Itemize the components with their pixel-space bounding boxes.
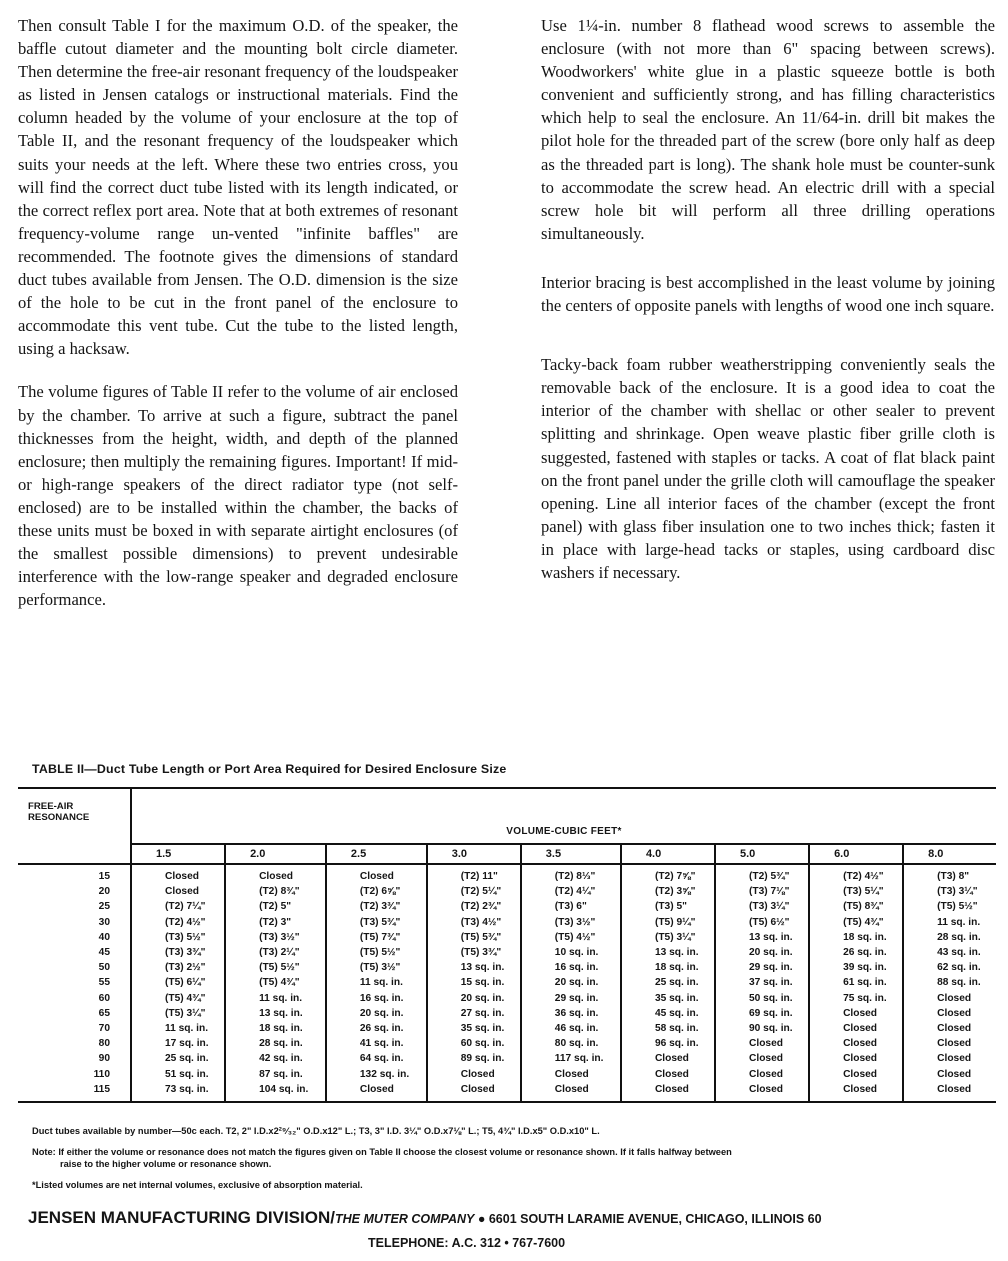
table-cell: Closed	[621, 1082, 715, 1102]
table-cell: (T3) 3¼"	[715, 899, 809, 914]
resonance-header	[18, 788, 131, 864]
table-cell: (T3) 7⅛"	[715, 884, 809, 899]
footer-company-line	[28, 1208, 822, 1228]
table-cell: 80 sq. in.	[521, 1036, 621, 1051]
volume-header: VOLUME-CUBIC FEET*	[131, 788, 996, 844]
table-row	[18, 945, 996, 960]
table-cell: (T3) 2½"	[131, 960, 225, 975]
volume-column-header: 4.0	[621, 844, 715, 864]
table-cell: (T5) 7¾"	[326, 930, 427, 945]
volume-column-header: 1.5	[131, 844, 225, 864]
table-cell: 20 sq. in.	[326, 1006, 427, 1021]
table-cell: (T3) 5"	[621, 899, 715, 914]
table-cell: Closed	[427, 1066, 521, 1081]
table-cell: (T2) 3"	[225, 915, 326, 930]
table-cell: (T5) 9¼"	[621, 915, 715, 930]
table-cell: Closed	[903, 1006, 996, 1021]
table-cell: (T5) 3¼"	[131, 1006, 225, 1021]
table-cell: 13 sq. in.	[427, 960, 521, 975]
table-cell: Closed	[903, 1051, 996, 1066]
table-cell: (T5) 5¾"	[427, 930, 521, 945]
table-cell: (T3) 3½"	[521, 915, 621, 930]
table-cell: 41 sq. in.	[326, 1036, 427, 1051]
table-row	[18, 884, 996, 899]
division-name: JENSEN MANUFACTURING DIVISION/	[28, 1208, 335, 1227]
table-cell: 13 sq. in.	[715, 930, 809, 945]
table-cell: (T3) 3¼"	[903, 884, 996, 899]
table-cell: (T5) 8¾"	[809, 899, 903, 914]
table-cell: (T5) 4¾"	[809, 915, 903, 930]
table-cell: (T2) 11"	[427, 864, 521, 884]
table-cell: Closed	[809, 1082, 903, 1102]
volume-column-header: 6.0	[809, 844, 903, 864]
table-cell: 27 sq. in.	[427, 1006, 521, 1021]
volume-column-header: 2.5	[326, 844, 427, 864]
volume-column-header: 3.0	[427, 844, 521, 864]
table-cell: 45 sq. in.	[621, 1006, 715, 1021]
table-row	[18, 1082, 996, 1102]
table-cell: (T2) 7⅝"	[621, 864, 715, 884]
table-cell: Closed	[225, 864, 326, 884]
table-cell: 90 sq. in.	[715, 1021, 809, 1036]
table-cell: (T5) 6½"	[715, 915, 809, 930]
table-cell: Closed	[521, 1066, 621, 1081]
paragraph: Then consult Table I for the maximum O.D. of the speaker, the baffle cutout diameter and the mounting bolt circle diameter. Then determine the free-air resonant frequency of the loudspeaker as listed in Jensen catalogs or instructional materials. Find the column headed by the volume of your enclosure at the top of Table II, and the resonant frequency of the loudspeaker which suits your needs at the left. Where these two entries cross, you will find the correct duct tube listed with its length indicated, or the correct reflex port area. Note that at both extremes of resonant frequency-volume range un-vented "infinite baffles" are recommended. The footnote gives the dimensions of standard duct tubes available from Jensen. The O.D. dimension is the size of the hole to be cut in the front panel of the enclosure to accommodate this vent tube. Cut the tube to the listed length, using a hacksaw.	[18, 16, 458, 359]
table-cell: 51 sq. in.	[131, 1066, 225, 1081]
resonance-cell: 15	[18, 864, 131, 884]
table-cell: (T5) 3½"	[326, 960, 427, 975]
table-cell: 87 sq. in.	[225, 1066, 326, 1081]
table-cell: (T2) 8¾"	[225, 884, 326, 899]
table-cell: (T3) 5¾"	[326, 915, 427, 930]
table-cell: 46 sq. in.	[521, 1021, 621, 1036]
table-cell: 43 sq. in.	[903, 945, 996, 960]
resonance-cell: 25	[18, 899, 131, 914]
table-cell: (T3) 5½"	[131, 930, 225, 945]
table-cell: 39 sq. in.	[809, 960, 903, 975]
listed-volumes-note: *Listed volumes are net internal volumes, exclusive of absorption material.	[32, 1180, 363, 1190]
table-cell: 60 sq. in.	[427, 1036, 521, 1051]
table-cell: 16 sq. in.	[326, 991, 427, 1006]
table-cell: Closed	[521, 1082, 621, 1102]
resonance-cell: 60	[18, 991, 131, 1006]
table-row	[18, 960, 996, 975]
company-address: ● 6601 SOUTH LARAMIE AVENUE, CHICAGO, ILLINOIS 60	[474, 1212, 822, 1226]
table-cell: (T3) 8"	[903, 864, 996, 884]
table-cell: 18 sq. in.	[809, 930, 903, 945]
table-row	[18, 915, 996, 930]
table-cell: 11 sq. in.	[225, 991, 326, 1006]
paragraph: Tacky-back foam rubber weatherstripping conveniently seals the removable back of the enclosure. It is a good idea to coat the interior of the chamber with shellac or other sealer to prevent splitting and shrinkage. Open weave plastic fiber grille cloth is suggested, fastened with staples or tacks. A coat of flat black paint on the front panel under the grille cloth will camouflage the speaker opening. Line all interior faces of the chamber (except the front panel) with glass fiber insulation one to two inches thick; fasten it in place with large-head tacks or staples, using cardboard disc washers if necessary.	[541, 355, 995, 582]
table-row	[18, 864, 996, 884]
table-cell: 25 sq. in.	[621, 975, 715, 990]
table-cell: 11 sq. in.	[326, 975, 427, 990]
table-cell: Closed	[621, 1051, 715, 1066]
table-row	[18, 1021, 996, 1036]
table-row	[18, 930, 996, 945]
table-cell: 13 sq. in.	[621, 945, 715, 960]
table-cell: (T2) 5¼"	[427, 884, 521, 899]
footer-telephone: TELEPHONE: A.C. 312 • 767-7600	[368, 1236, 566, 1250]
table-cell: Closed	[715, 1082, 809, 1102]
paragraph: The volume figures of Table II refer to the volume of air enclosed by the chamber. To arrive at such a figure, subtract the panel thicknesses from the height, width, and depth of the planned enclosure; then multiply the remaining figures. Important! If mid- or high-range speakers of the direct radiator type (not self-enclosed) are to be installed within the chamber, the backs of these units must be boxed in with separate airtight enclosures (of the smallest possible dimensions) to prevent undesirable interference with the low-range speaker and degraded enclosure performance.	[18, 382, 458, 610]
duct-tube-note: Duct tubes available by number—50c each. T2, 2" I.D.x2²⁹⁄₃₂" O.D.x12" L.; T3, 3" I.D. 3¼" O.D.x7⅛" L.; T5, 4¾" I.D.x5" O.D.x10" L.	[32, 1126, 600, 1136]
table-cell: 73 sq. in.	[131, 1082, 225, 1102]
resonance-cell: 70	[18, 1021, 131, 1036]
table-cell: Closed	[809, 1006, 903, 1021]
table-cell: (T5) 5½"	[903, 899, 996, 914]
table-cell: 13 sq. in.	[225, 1006, 326, 1021]
table-cell: 18 sq. in.	[225, 1021, 326, 1036]
table-cell: (T2) 7¼"	[131, 899, 225, 914]
table-cell: (T2) 3¾"	[326, 899, 427, 914]
volume-column-header: 5.0	[715, 844, 809, 864]
table-cell: 16 sq. in.	[521, 960, 621, 975]
table-cell: 28 sq. in.	[225, 1036, 326, 1051]
left-text-column	[18, 14, 458, 631]
table-cell: Closed	[131, 864, 225, 884]
resonance-cell: 20	[18, 884, 131, 899]
table-cell: Closed	[131, 884, 225, 899]
table-cell: (T2) 5¾"	[715, 864, 809, 884]
table-row	[18, 1066, 996, 1081]
closest-value-note-line1: Note: If either the volume or resonance does not match the figures given on Table II choose the closest volume or resonance shown. If it falls halfway between	[32, 1147, 732, 1157]
table-cell: 89 sq. in.	[427, 1051, 521, 1066]
table-cell: (T2) 3⅝"	[621, 884, 715, 899]
table-cell: Closed	[809, 1051, 903, 1066]
table-cell: 62 sq. in.	[903, 960, 996, 975]
duct-tube-table	[18, 787, 996, 1103]
table-cell: Closed	[326, 1082, 427, 1102]
table-row	[18, 899, 996, 914]
table-cell: 35 sq. in.	[621, 991, 715, 1006]
resonance-header-line2: RESONANCE	[28, 812, 90, 823]
table-cell: 50 sq. in.	[715, 991, 809, 1006]
resonance-cell: 50	[18, 960, 131, 975]
table-cell: (T5) 4¾"	[225, 975, 326, 990]
table-cell: 25 sq. in.	[131, 1051, 225, 1066]
table-cell: 96 sq. in.	[621, 1036, 715, 1051]
table-cell: 29 sq. in.	[521, 991, 621, 1006]
table-cell: (T3) 3¾"	[131, 945, 225, 960]
table-cell: 11 sq. in.	[131, 1021, 225, 1036]
table-cell: (T3) 3½"	[225, 930, 326, 945]
table-cell: Closed	[809, 1021, 903, 1036]
table-cell: 117 sq. in.	[521, 1051, 621, 1066]
table-cell: (T5) 6¼"	[131, 975, 225, 990]
table-title: TABLE II—Duct Tube Length or Port Area Required for Desired Enclosure Size	[32, 762, 507, 776]
table-row	[18, 975, 996, 990]
table-cell: (T2) 6⅝"	[326, 884, 427, 899]
table-cell: 42 sq. in.	[225, 1051, 326, 1066]
table-cell: (T2) 8⅓"	[521, 864, 621, 884]
table-cell: (T5) 5½"	[225, 960, 326, 975]
volume-column-header: 3.5	[521, 844, 621, 864]
table-cell: Closed	[903, 1021, 996, 1036]
table-cell: Closed	[427, 1082, 521, 1102]
table-cell: Closed	[903, 1066, 996, 1081]
table-cell: (T3) 6"	[521, 899, 621, 914]
resonance-cell: 80	[18, 1036, 131, 1051]
company-name: THE MUTER COMPANY	[334, 1212, 475, 1226]
table-cell: Closed	[903, 1036, 996, 1051]
table-cell: Closed	[809, 1036, 903, 1051]
table-cell: (T5) 4¾"	[131, 991, 225, 1006]
table-cell: Closed	[715, 1066, 809, 1081]
table-cell: 75 sq. in.	[809, 991, 903, 1006]
table-cell: (T5) 5½"	[326, 945, 427, 960]
table-cell: 104 sq. in.	[225, 1082, 326, 1102]
resonance-cell: 65	[18, 1006, 131, 1021]
resonance-header-line1: FREE-AIR	[28, 801, 74, 812]
table-cell: 20 sq. in.	[715, 945, 809, 960]
table-cell: (T5) 3¾"	[427, 945, 521, 960]
resonance-cell: 45	[18, 945, 131, 960]
table-cell: 132 sq. in.	[326, 1066, 427, 1081]
paragraph: Interior bracing is best accomplished in the least volume by joining the centers of opposite panels with lengths of wood one inch square.	[541, 272, 995, 316]
table-cell: 11 sq. in.	[903, 915, 996, 930]
table-cell: 35 sq. in.	[427, 1021, 521, 1036]
table-row	[18, 991, 996, 1006]
table-cell: 29 sq. in.	[715, 960, 809, 975]
table-cell: 17 sq. in.	[131, 1036, 225, 1051]
table-cell: Closed	[326, 864, 427, 884]
table-cell: (T5) 4½"	[521, 930, 621, 945]
table-cell: 26 sq. in.	[326, 1021, 427, 1036]
table-cell: Closed	[903, 1082, 996, 1102]
paragraph: Use 1¼-in. number 8 flathead wood screws to assemble the enclosure (with not more than 6" spacing between screws). Woodworkers' white glue in a plastic squeeze bottle is both convenient and sufficiently strong, and has filling characteristics which help to seal the enclosure. An 11/64-in. drill bit makes the pilot hole for the threaded part of the screw (bore only half as deep as the threaded part is long). The shank hole must be counter-sunk to accommodate the screw head. An electric drill with a special screw hole bit will perform all three drilling operations simultaneously.	[541, 16, 995, 243]
table-row	[18, 1006, 996, 1021]
table-cell: 88 sq. in.	[903, 975, 996, 990]
table-cell: Closed	[621, 1066, 715, 1081]
closest-value-note	[32, 1146, 998, 1170]
table-cell: Closed	[809, 1066, 903, 1081]
table-cell: (T2) 4½"	[809, 864, 903, 884]
table-notes	[32, 1125, 998, 1200]
closest-value-note-line2: raise to the higher volume or resonance shown.	[60, 1159, 272, 1169]
table-cell: 18 sq. in.	[621, 960, 715, 975]
table-cell: (T2) 4¼"	[521, 884, 621, 899]
table-cell: 15 sq. in.	[427, 975, 521, 990]
volume-column-header: 2.0	[225, 844, 326, 864]
table-cell: 37 sq. in.	[715, 975, 809, 990]
right-text-column	[541, 14, 995, 604]
resonance-cell: 110	[18, 1066, 131, 1081]
table-cell: 61 sq. in.	[809, 975, 903, 990]
table-cell: 10 sq. in.	[521, 945, 621, 960]
resonance-cell: 55	[18, 975, 131, 990]
resonance-cell: 90	[18, 1051, 131, 1066]
resonance-cell: 30	[18, 915, 131, 930]
table-cell: 28 sq. in.	[903, 930, 996, 945]
table-cell: (T3) 2¼"	[225, 945, 326, 960]
resonance-cell: 40	[18, 930, 131, 945]
table-cell: Closed	[715, 1036, 809, 1051]
table-cell: 20 sq. in.	[521, 975, 621, 990]
table-cell: 58 sq. in.	[621, 1021, 715, 1036]
table-cell: 20 sq. in.	[427, 991, 521, 1006]
table-cell: 36 sq. in.	[521, 1006, 621, 1021]
table-cell: 26 sq. in.	[809, 945, 903, 960]
table-cell: (T2) 2¾"	[427, 899, 521, 914]
table-row	[18, 1036, 996, 1051]
table-cell: (T3) 4½"	[427, 915, 521, 930]
table-cell: (T2) 5"	[225, 899, 326, 914]
table-cell: Closed	[715, 1051, 809, 1066]
volume-column-header: 8.0	[903, 844, 996, 864]
resonance-cell: 115	[18, 1082, 131, 1102]
table-cell: (T3) 5¼"	[809, 884, 903, 899]
table-cell: (T2) 4½"	[131, 915, 225, 930]
table-cell: 64 sq. in.	[326, 1051, 427, 1066]
table-row	[18, 1051, 996, 1066]
table-cell: (T5) 3¼"	[621, 930, 715, 945]
table-cell: 69 sq. in.	[715, 1006, 809, 1021]
table-cell: Closed	[903, 991, 996, 1006]
